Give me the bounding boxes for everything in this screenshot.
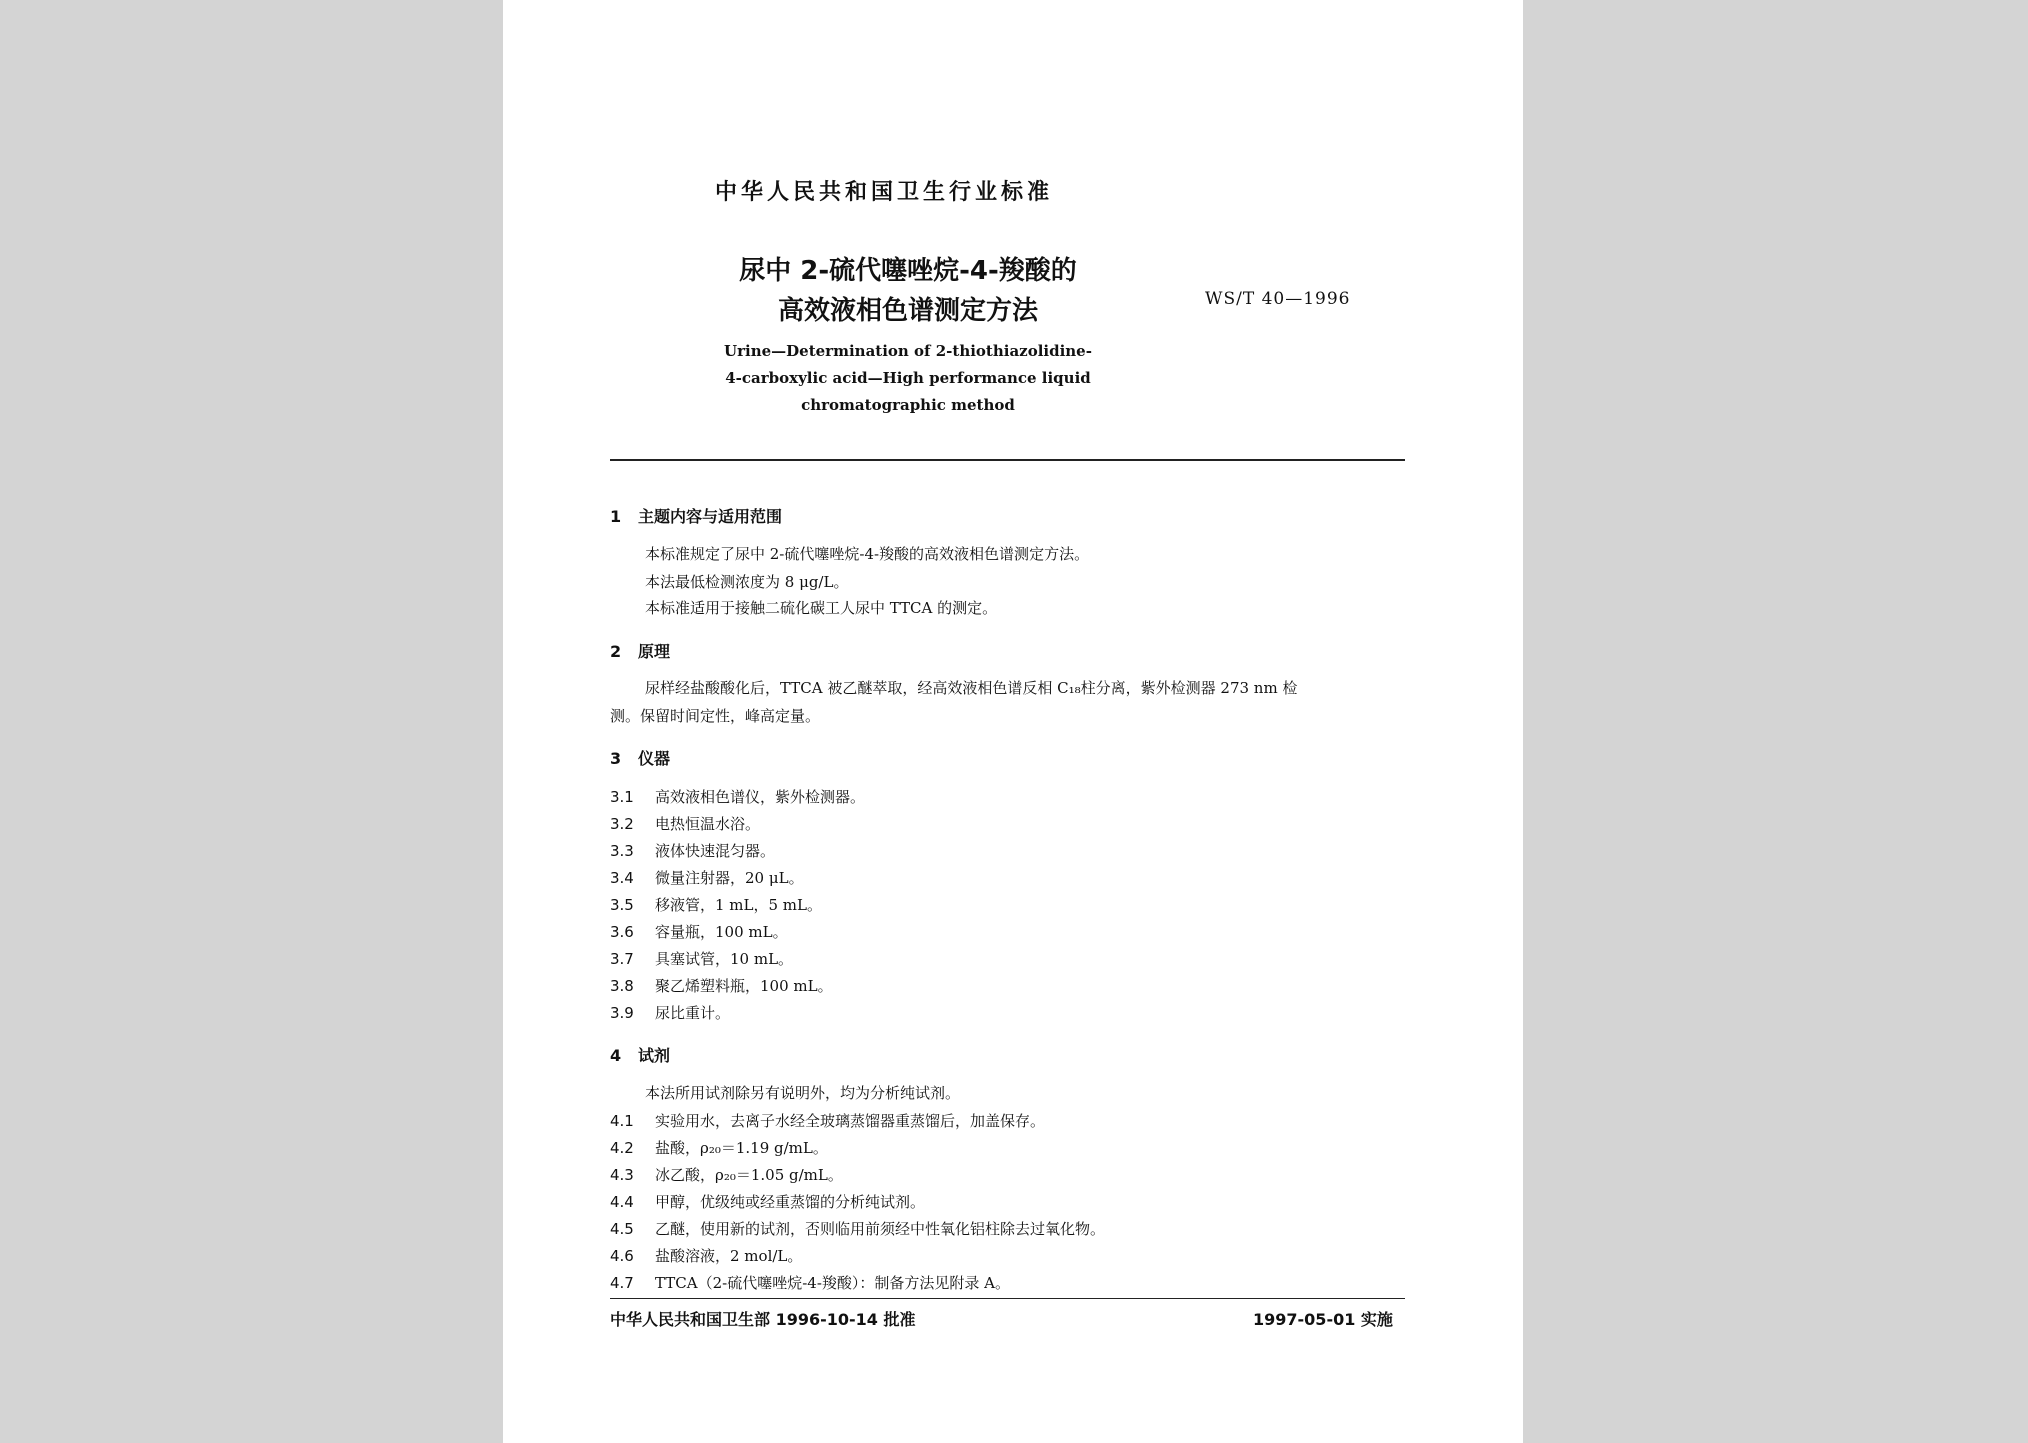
title-en-line-2: 4-carboxylic acid—High performance liquid: [725, 369, 1091, 387]
title-cn-line-2: 高效液相色谱测定方法: [777, 296, 1038, 326]
list-item: 3.7 具塞试管，10 mL。: [610, 950, 794, 968]
section-title: 原理: [638, 642, 671, 661]
list-item: 4.5 乙醚，使用新的试剂，否则临用前须经中性氧化铝柱除去过氧化物。: [610, 1220, 1106, 1238]
section-2-paragraph: 尿样经盐酸酸化后，TTCA 被乙醚萃取，经高效液相色谱反相 C₁₈柱分离，紫外检测器 273 nm 检: [645, 679, 1298, 697]
section-title: 试剂: [638, 1046, 671, 1065]
list-item: 3.3 液体快速混匀器。: [610, 842, 776, 860]
list-item: 4.3 冰乙酸，ρ₂₀＝1.05 g/mL。: [610, 1166, 843, 1184]
list-item: 4.4 甲醇，优级纯或经重蒸馏的分析纯试剂。: [610, 1193, 926, 1211]
section-number: 2: [610, 642, 622, 661]
standard-code: WS/T 40—1996: [1205, 289, 1351, 309]
section-1-paragraph: 本标准规定了尿中 2-硫代噻唑烷-4-羧酸的高效液相色谱测定方法。: [645, 545, 1090, 563]
list-item: 3.2 电热恒温水浴。: [610, 815, 761, 833]
issuer-heading: 中华人民共和国卫生行业标准: [715, 180, 1054, 205]
approval-line: 中华人民共和国卫生部 1996-10-14 批准: [610, 1310, 916, 1329]
section-number: 3: [610, 749, 622, 768]
section-1-paragraph: 本标准适用于接触二硫化碳工人尿中 TTCA 的测定。: [645, 599, 998, 617]
title-cn-line-1: 尿中 2-硫代噻唑烷-4-羧酸的: [739, 256, 1077, 286]
section-title: 主题内容与适用范围: [638, 507, 783, 526]
section-number: 1: [610, 507, 622, 526]
section-4-heading: [610, 1043, 670, 1066]
section-1-paragraph: 本法最低检测浓度为 8 μg/L。: [645, 573, 849, 591]
list-item: 4.2 盐酸，ρ₂₀＝1.19 g/mL。: [610, 1139, 828, 1157]
title-en-line-3: chromatographic method: [801, 396, 1015, 414]
section-1-heading: [610, 504, 782, 527]
section-2-paragraph: 测。保留时间定性，峰高定量。: [610, 707, 821, 725]
effective-date: 1997-05-01 实施: [1253, 1310, 1393, 1329]
title-en-line-1: Urine—Determination of 2-thiothiazolidine-: [724, 342, 1092, 360]
header-rule: [610, 459, 1405, 461]
section-number: 4: [610, 1046, 622, 1065]
list-item: 3.6 容量瓶，100 mL。: [610, 923, 788, 941]
list-item: 3.1 高效液相色谱仪，紫外检测器。: [610, 788, 866, 806]
list-item: 3.9 尿比重计。: [610, 1004, 731, 1022]
section-2-heading: [610, 639, 670, 662]
list-item: 3.5 移液管，1 mL，5 mL。: [610, 896, 822, 914]
list-item: 4.6 盐酸溶液，2 mol/L。: [610, 1247, 803, 1265]
section-4-intro: 本法所用试剂除另有说明外，均为分析纯试剂。: [645, 1084, 961, 1102]
footer-rule: [610, 1298, 1405, 1299]
section-title: 仪器: [638, 749, 671, 768]
list-item: 3.4 微量注射器，20 μL。: [610, 869, 804, 887]
list-item: 4.7 TTCA（2-硫代噻唑烷-4-羧酸）：制备方法见附录 A。: [610, 1274, 1010, 1292]
list-item: 4.1 实验用水，去离子水经全玻璃蒸馏器重蒸馏后，加盖保存。: [610, 1112, 1046, 1130]
list-item: 3.8 聚乙烯塑料瓶，100 mL。: [610, 977, 833, 995]
section-3-heading: [610, 746, 670, 769]
